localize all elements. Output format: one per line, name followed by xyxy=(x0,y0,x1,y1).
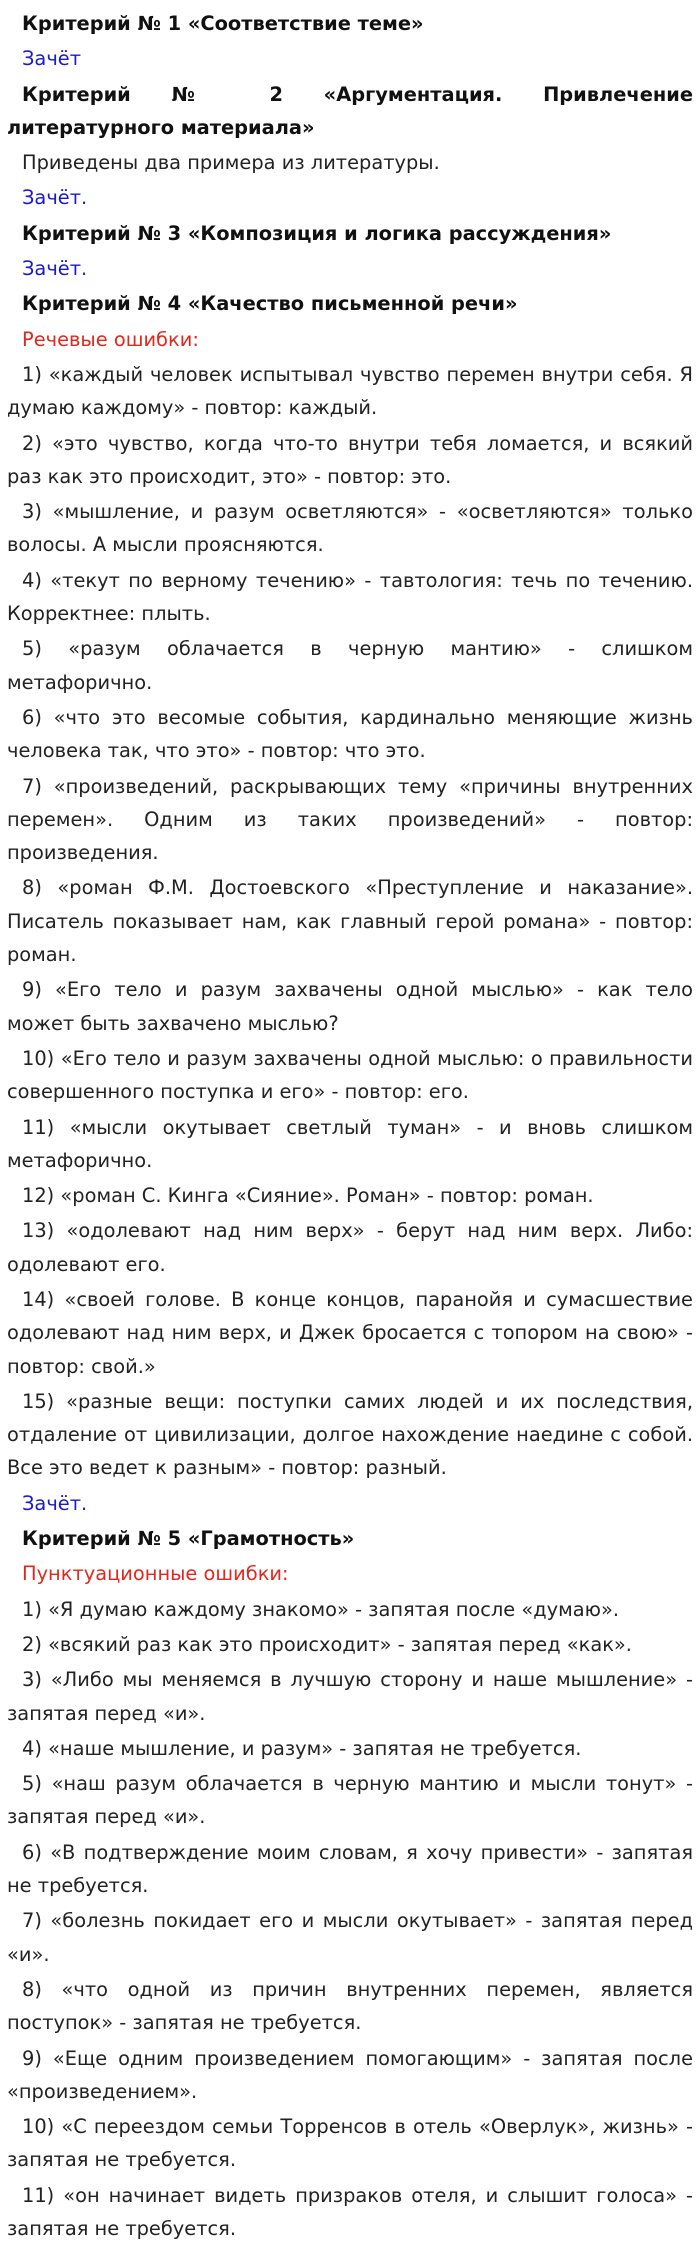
verdict-text: Зачёт xyxy=(22,47,81,71)
paragraph: 11) «мысли окутывает светлый туман» - и вновь слишком метафорично. xyxy=(7,1115,693,1172)
paragraph: 15) «разные вещи: поступки самих людей и их последствия, отдаление от цивилизации, долгое нахождение наедине с собой. Все это ведет к разным» - повтор: разный. xyxy=(7,1389,693,1480)
error-category-heading: Речевые ошибки: xyxy=(22,327,199,351)
criterion-heading: Критерий № 2 «Аргументация. Привлечение литературного материала» xyxy=(7,82,693,139)
paragraph: 13) «одолевают над ним верх» - берут над ним верх. Либо: одолевают его. xyxy=(7,1219,693,1276)
paragraph: 8) «что одной из причин внутренних перемен, является поступок» - запятая не требуется. xyxy=(7,1977,693,2035)
verdict-text: Зачёт. xyxy=(22,1491,88,1515)
criterion-heading: Критерий № 4 «Качество письменной речи» xyxy=(22,292,518,316)
paragraph: 1) «Я думаю каждому знакомо» - запятая после «думаю». xyxy=(22,1597,620,1621)
paragraph: 3) «Либо мы меняемся в лучшую сторону и наше мышление» - запятая перед «и». xyxy=(7,1668,693,1725)
paragraph: 6) «В подтверждение моим словам, я хочу привести» - запятая не требуется. xyxy=(7,1840,693,1898)
criterion-heading: Критерий № 5 «Грамотность» xyxy=(22,1527,355,1551)
paragraph: 2) «это чувство, когда что-то внутри тебя ломается, и всякий раз как это происходит, это» - повтор: это. xyxy=(7,431,693,488)
paragraph: 12) «роман С. Кинга «Сияние». Роман» - повтор: роман. xyxy=(22,1184,594,1208)
paragraph: 4) «наше мышление, и разум» - запятая не требуется. xyxy=(22,1736,582,1760)
paragraph: 5) «наш разум облачается в черную мантию и мысли тонут» - запятая перед «и». xyxy=(7,1772,693,1829)
paragraph: 6) «что это весомые события, кардинально меняющие жизнь человека так, что это» - повтор: что это. xyxy=(7,705,693,763)
paragraph: 10) «Его тело и разум захвачены одной мыслью: о правильности совершенного поступка и его» - повтор: его. xyxy=(7,1046,693,1104)
error-category-heading: Пунктуационные ошибки: xyxy=(22,1562,289,1586)
paragraph: 4) «текут по верному течению» - тавтология: течь по течению. Корректнее: плыть. xyxy=(7,568,693,626)
paragraph: 9) «Его тело и разум захвачены одной мыслью» - как тело может быть захвачено мыслью? xyxy=(7,978,693,1035)
paragraph: 1) «каждый человек испытывал чувство перемен внутри себя. Я думаю каждому» - повтор: каждый. xyxy=(7,362,693,420)
verdict-text: Зачёт. xyxy=(22,186,88,210)
paragraph: 9) «Еще одним произведением помогающим» - запятая после «произведением». xyxy=(7,2046,693,2103)
paragraph: 2) «всякий раз как это происходит» - запятая перед «как». xyxy=(22,1632,632,1656)
verdict-text: Зачёт. xyxy=(22,257,88,281)
paragraph: 8) «роман Ф.М. Достоевского «Преступление и наказание». Писатель показывает нам, как главный герой романа» - повтор: роман. xyxy=(7,876,693,967)
paragraph: 14) «своей голове. В конце концов, паранойя и сумасшествие одолевают над ним верх, и Джек бросается с топором на свою» - повтор: свой.» xyxy=(7,1287,693,1378)
paragraph: 7) «произведений, раскрывающих тему «причины внутренних перемен». Одним из таких произведений» - повтор: произведения. xyxy=(7,774,693,865)
paragraph: 3) «мышление, и разум осветляются» - «осветляются» только волосы. А мысли проясняются. xyxy=(7,500,693,557)
paragraph: 11) «он начинает видеть призраков отеля, и слышит голоса» - запятая не требуется. xyxy=(7,2183,693,2240)
paragraph: 5) «разум облачается в черную мантию» - слишком метафорично. xyxy=(7,637,693,694)
criterion-heading: Критерий № 1 «Соответствие теме» xyxy=(22,12,424,35)
paragraph: Приведены два примера из литературы. xyxy=(22,151,440,175)
paragraph: 7) «болезнь покидает его и мысли окутывает» - запятая перед «и». xyxy=(7,1909,693,1966)
paragraph: 10) «С переездом семьи Торренсов в отель «Оверлук», жизнь» - запятая не требуется. xyxy=(7,2115,693,2172)
criterion-heading: Критерий № 3 «Композиция и логика рассуждения» xyxy=(22,221,612,245)
